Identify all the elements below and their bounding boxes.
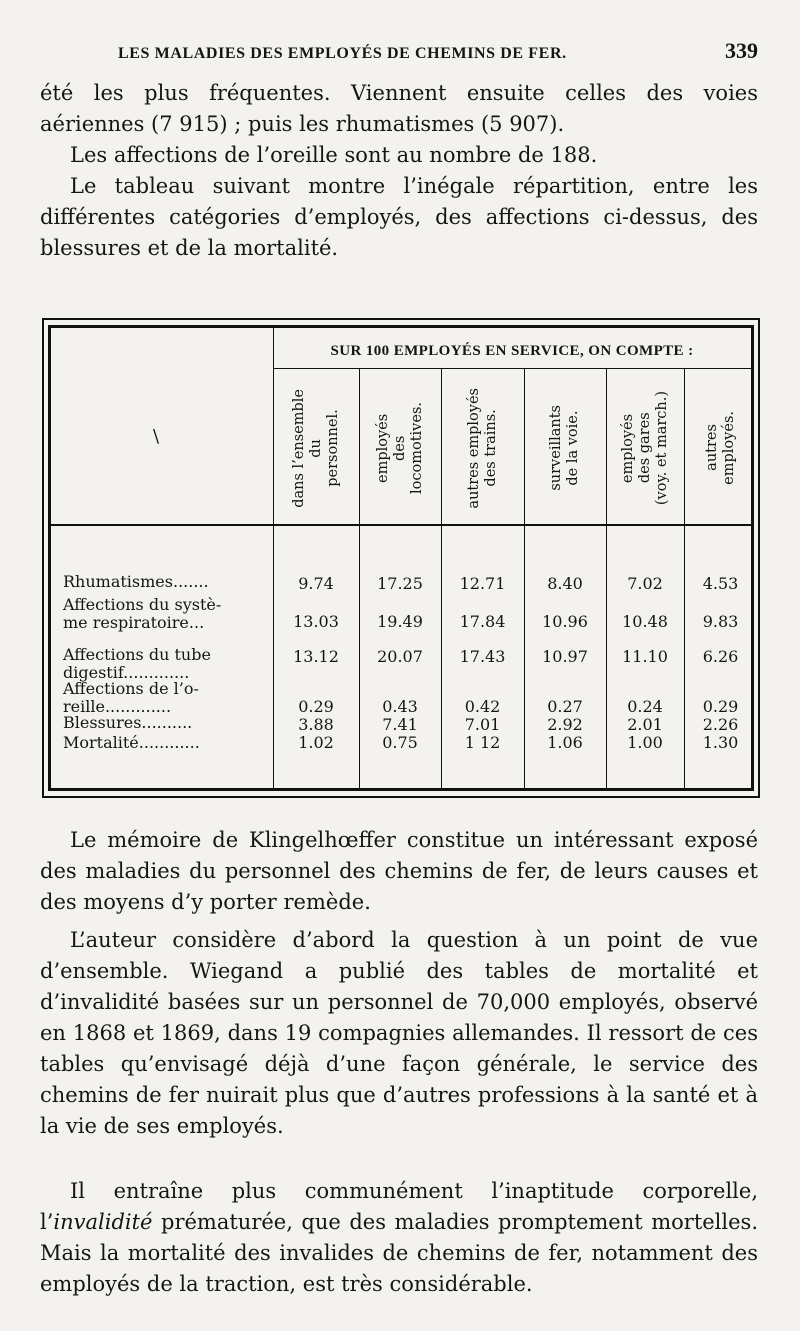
table-cell: 8.40 [547, 574, 583, 593]
table-cell: 1.02 [298, 733, 334, 752]
invalidity-text-start: Il entraîne plus communément l’inaptitude corporelle, l’ [40, 1179, 758, 1234]
table-cell: 0.24 [627, 697, 663, 716]
table-cell: 10.96 [542, 612, 588, 631]
table-cell: 9.74 [298, 574, 334, 593]
table-super-header-rule [273, 368, 751, 369]
invalidity-text-end: prématurée, que des maladies promptement mortelles. Mais la mortalité des invalides de chemins de fer, notamment des employés de la traction, est très considérable. [40, 1210, 758, 1296]
table-cell: 10.97 [542, 647, 588, 666]
table-cell: 0.43 [382, 697, 418, 716]
table-cell: 1.30 [702, 733, 739, 752]
page-number: 339 [725, 38, 758, 63]
table-cell: 1.00 [627, 733, 663, 752]
paragraph-wiegand: L’auteur considère d’abord la question à un point de vue d’ensemble. Wiegand a publié des tables de mortalité et d’invalidité basées sur un personnel de 70,000 employés, observé en 1868 et 1869, dans 19 compagnies allemandes. Il ressort de ces tables qu’envisagé déjà d’une façon générale, le service des chemins de fer nuirait plus que d’autres professions à la santé et à la vie de ses employés. [40, 928, 758, 1138]
table-header-rule [51, 524, 751, 526]
table-cell: 11.10 [622, 647, 668, 666]
table-row-label: Blessures.......... [63, 713, 193, 732]
table-column-header [606, 378, 684, 518]
table-cell: 0.75 [382, 733, 418, 752]
table-cell: 13.12 [293, 647, 339, 666]
table-cell: 0.29 [702, 697, 739, 716]
table-column-header [359, 378, 441, 518]
table-row-label: Affections du systè- me respiratoire... [63, 595, 222, 632]
table-cell: 4.53 [702, 574, 739, 593]
table-cell: 17.25 [377, 574, 423, 593]
paragraph-continuation: été les plus fréquentes. Viennent ensuite celles des voies aériennes (7 915) ; puis les rhumatismes (5 907). [40, 81, 758, 136]
statistics-table-frame [48, 325, 754, 791]
table-cell: 0.42 [464, 697, 501, 716]
table-cell: 7.02 [627, 574, 663, 593]
table-row-label: Affections de l’o- reille............. [63, 679, 199, 716]
running-head [118, 38, 758, 66]
table-cell: 2.92 [547, 715, 583, 734]
table-column-header-label: employés des locomotives. [374, 402, 425, 494]
table-cell: 12.71 [459, 574, 506, 593]
table-row-label: Rhumatismes....... [63, 572, 209, 591]
table-column-header-label: employés des gares (voy. et march.) [619, 390, 670, 506]
paragraph-invalidity [40, 1176, 758, 1300]
table-cell: 17.43 [459, 647, 506, 666]
table-column-header-label: autres employés des trains. [465, 387, 499, 509]
table-cell: 2.01 [627, 715, 663, 734]
table-column-header [273, 378, 359, 518]
table-cell: 6.26 [702, 647, 739, 666]
table-cell: 3.88 [298, 715, 334, 734]
paragraph-klingelhoeffer: Le mémoire de Klingelhœffer constitue un intéressant exposé des maladies du personnel des chemins de fer, de leurs causes et des moyens d’y porter remède. [40, 828, 758, 914]
paragraph-table-intro: Le tableau suivant montre l’inégale répartition, entre les différentes catégories d’employés, des affections ci-dessus, des blessures et de la mortalité. [40, 174, 758, 260]
table-row-label: Affections du tube digestif............. [63, 645, 211, 682]
table-column-header-label: surveillants de la voie. [548, 405, 581, 491]
table-column-header-label: autres employés. [703, 411, 737, 485]
table-row-label: Mortalité............ [63, 733, 200, 752]
table-cell: 19.49 [377, 612, 423, 631]
table-cell: 7.01 [464, 715, 501, 734]
table-column-header [524, 378, 606, 518]
table-column-header-label: dans l’ensemble du personnel. [290, 388, 341, 508]
table-cell: 0.29 [298, 697, 334, 716]
table-cell: 1.06 [547, 733, 583, 752]
table-cell: 7.41 [382, 715, 418, 734]
table-column-header [441, 378, 524, 518]
table-cell: 1 12 [464, 733, 501, 752]
table-cell: 0.27 [547, 697, 583, 716]
table-cell: 2.26 [702, 715, 739, 734]
statistics-table [42, 318, 760, 798]
table-stub-mark: \ [153, 426, 160, 447]
table-cell: 20.07 [377, 647, 423, 666]
table-cell: 17.84 [459, 612, 506, 631]
paragraph-ear-affections: Les affections de l’oreille sont au nombre de 188. [70, 143, 598, 167]
invalidity-italic: invalidité [53, 1210, 153, 1234]
table-super-header: SUR 100 EMPLOYÉS EN SERVICE, ON COMPTE : [330, 343, 694, 359]
table-column-header [684, 378, 757, 518]
table-cell: 13.03 [293, 612, 339, 631]
table-cell: 9.83 [702, 612, 739, 631]
table-cell: 10.48 [622, 612, 668, 631]
running-title: LES MALADIES DES EMPLOYÉS DE CHEMINS DE FER. [118, 45, 567, 62]
